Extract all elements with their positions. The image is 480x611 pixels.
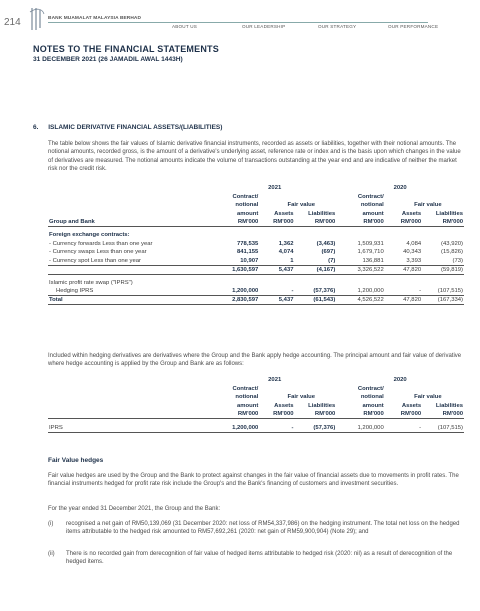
cell: 3,326,522 <box>336 265 384 274</box>
list-item <box>48 520 464 537</box>
col-header: RM'000 <box>336 410 384 419</box>
header-divider <box>48 22 428 23</box>
col-header: Liabilities <box>435 403 463 410</box>
list-text: There is no recorded gain from derecognition of fair value of hedged items attributable to hedged risk (2020: nil) as a result of derecognition of the hedged items. <box>66 551 453 566</box>
list-marker: (i) <box>48 521 54 527</box>
cell: - <box>259 287 294 296</box>
row-label-header: Group and Bank <box>48 218 213 227</box>
hedging-paragraph: Included within hedging derivatives are derivatives where the Group and the Bank apply hedge accounting. The principal amount and fair value of derivative where hedge accounting is applied by the Group and Bank are as follows: <box>48 353 462 368</box>
cell: 4,084 <box>406 240 422 247</box>
col-header: RM'000 <box>385 410 422 419</box>
cell: 1 <box>290 257 294 264</box>
col-header: notional <box>235 394 259 401</box>
cell: 1,362 <box>278 240 294 247</box>
col-header: RM'000 <box>385 218 422 227</box>
col-header: amount <box>362 211 384 218</box>
row-label: - Currency swaps Less than one year <box>49 249 147 256</box>
col-header: RM'000 <box>213 218 259 227</box>
col-header: Contract/ <box>357 385 384 392</box>
table-row <box>48 424 464 433</box>
row-label: Total <box>48 296 213 305</box>
cell: - <box>385 424 422 433</box>
col-header: RM'000 <box>336 218 384 227</box>
derivatives-table <box>48 184 464 305</box>
col-header: RM'000 <box>422 218 464 227</box>
cell: - <box>259 424 294 433</box>
cell: 1,200,000 <box>213 287 259 296</box>
cell: (697) <box>321 249 336 256</box>
subtotal-row <box>48 265 464 274</box>
col-header: Fair value <box>287 394 316 401</box>
hedge-accounting-table <box>48 376 464 433</box>
cell: 1,509,931 <box>357 240 384 247</box>
table-row <box>48 248 464 257</box>
year-summary-paragraph: For the year ended 31 December 2021, the Group and the Bank: <box>48 506 221 512</box>
cell: 1,200,000 <box>213 424 259 433</box>
row-label: Hedging IPRS <box>48 287 213 296</box>
year-2021: 2021 <box>268 185 282 192</box>
section-number: 6. <box>33 124 39 131</box>
cell: 47,820 <box>385 265 422 274</box>
list-text: recognised a net gain of RM50,139,069 (31 December 2020: net loss of RM54,337,986) on the hedging instrument. The total net loss on the hedged items attributable to the hedged risk amounted to RM57,692,261 (2020: net gain of RM59,900,904) (Note 29); and <box>66 521 460 536</box>
iprs-label: Islamic profit rate swap ("IPRS") <box>49 279 133 286</box>
cell: - <box>385 287 422 296</box>
nav-our-leadership[interactable]: OUR LEADERSHIP <box>242 24 286 29</box>
row-label: IPRS <box>48 424 213 433</box>
section-title: ISLAMIC DERIVATIVE FINANCIAL ASSETS/(LIABILITIES) <box>48 124 223 131</box>
col-header: Fair value <box>414 394 442 401</box>
fx-heading: Foreign exchange contracts: <box>49 232 130 239</box>
col-header: Fair value <box>414 202 442 209</box>
cell: (107,515) <box>422 424 464 433</box>
col-header: RM'000 <box>213 410 259 419</box>
cell: (107,515) <box>422 287 464 296</box>
cell: 841,155 <box>237 249 259 256</box>
row-label: - Currency forwards Less than one year <box>49 240 153 247</box>
col-header: notional <box>360 394 384 401</box>
total-row <box>48 296 464 305</box>
col-header: RM'000 <box>422 410 464 419</box>
cell: 5,437 <box>259 265 294 274</box>
col-header: Liabilities <box>308 211 336 218</box>
cell: 1,200,000 <box>336 287 384 296</box>
fair-value-hedges-heading: Fair Value hedges <box>48 457 104 464</box>
list-marker: (ii) <box>48 551 55 557</box>
cell: (43,920) <box>441 240 463 247</box>
table-row <box>48 287 464 296</box>
col-header: RM'000 <box>259 218 294 227</box>
cell: (15,826) <box>441 249 463 256</box>
fair-value-paragraph: Fair value hedges are used by the Group and the Bank to protect against changes in the fair value of financial assets due to movements in profit rates. The financial instruments hedged for profit rate risk include the Group's and the Bank's financing of customers and investment securities. <box>48 473 459 488</box>
bank-logo-icon <box>26 6 48 32</box>
col-header: Liabilities <box>308 403 336 410</box>
col-header: Assets <box>274 403 294 410</box>
col-header: Liabilities <box>435 211 463 218</box>
cell: (7) <box>328 257 336 264</box>
row-label: - Currency spot Less than one year <box>49 257 142 264</box>
cell: (61,543) <box>295 296 337 305</box>
col-header: Contract/ <box>357 193 384 200</box>
cell: 2,830,597 <box>213 296 259 305</box>
row-label <box>48 265 213 274</box>
col-header: RM'000 <box>295 218 337 227</box>
list-item <box>48 550 464 567</box>
cell: (167,334) <box>422 296 464 305</box>
col-header: RM'000 <box>259 410 294 419</box>
cell: 10,907 <box>240 257 259 264</box>
table-row <box>48 257 464 266</box>
bank-name: BANK MUAMALAT MALAYSIA BERHAD <box>48 16 142 21</box>
cell: (57,376) <box>295 287 337 296</box>
page-subtitle: 31 DECEMBER 2021 (26 JAMADIL AWAL 1443H) <box>33 56 183 63</box>
cell: 5,437 <box>259 296 294 305</box>
nav-our-performance[interactable]: OUR PERFORMANCE <box>388 24 439 29</box>
col-header: amount <box>237 211 259 218</box>
col-header: amount <box>237 403 259 410</box>
cell: (4,167) <box>295 265 337 274</box>
col-header: Assets <box>401 403 422 410</box>
cell: 778,535 <box>237 240 259 247</box>
col-header: notional <box>235 202 259 209</box>
col-header: Contract/ <box>232 385 259 392</box>
cell: 4,074 <box>278 249 294 256</box>
section-heading <box>33 124 222 131</box>
col-header: Contract/ <box>232 193 259 200</box>
cell: 4,526,522 <box>336 296 384 305</box>
cell: 47,820 <box>385 296 422 305</box>
nav-our-strategy[interactable]: OUR STRATEGY <box>318 24 357 29</box>
col-header: RM'000 <box>295 410 337 419</box>
cell: (59,819) <box>422 265 464 274</box>
cell: (57,376) <box>295 424 337 433</box>
year-2020: 2020 <box>393 185 407 192</box>
page-title: NOTES TO THE FINANCIAL STATEMENTS <box>33 44 219 54</box>
intro-paragraph: The table below shows the fair values of Islamic derivative financial instruments, recorded as assets or liabilities, together with their notional amounts. The notional amounts, recorded gross, is the amount of a derivative's underlying asset, reference rate or index and is the basis upon which changes in the value of derivatives are measured. The notional amounts indicate the volume of transactions outstanding at the year end and are indicative of neither the market risk nor the credit risk. <box>48 141 461 172</box>
nav-about-us[interactable]: ABOUT US <box>172 24 197 29</box>
cell: 1,679,710 <box>357 249 384 256</box>
col-header: amount <box>362 403 384 410</box>
cell: 40,343 <box>403 249 422 256</box>
table-row <box>48 240 464 249</box>
col-header: Assets <box>274 211 294 218</box>
year-2021: 2021 <box>268 377 282 384</box>
cell: 3,393 <box>406 257 422 264</box>
cell: 1,630,597 <box>213 265 259 274</box>
col-header: Assets <box>401 211 422 218</box>
cell: (73) <box>452 257 463 264</box>
page-number: 214 <box>4 17 21 28</box>
cell: 136,881 <box>362 257 384 264</box>
cell: 1,200,000 <box>336 424 384 433</box>
cell: (3,463) <box>316 240 336 247</box>
year-2020: 2020 <box>393 377 407 384</box>
col-header: Fair value <box>287 202 316 209</box>
col-header: notional <box>360 202 384 209</box>
